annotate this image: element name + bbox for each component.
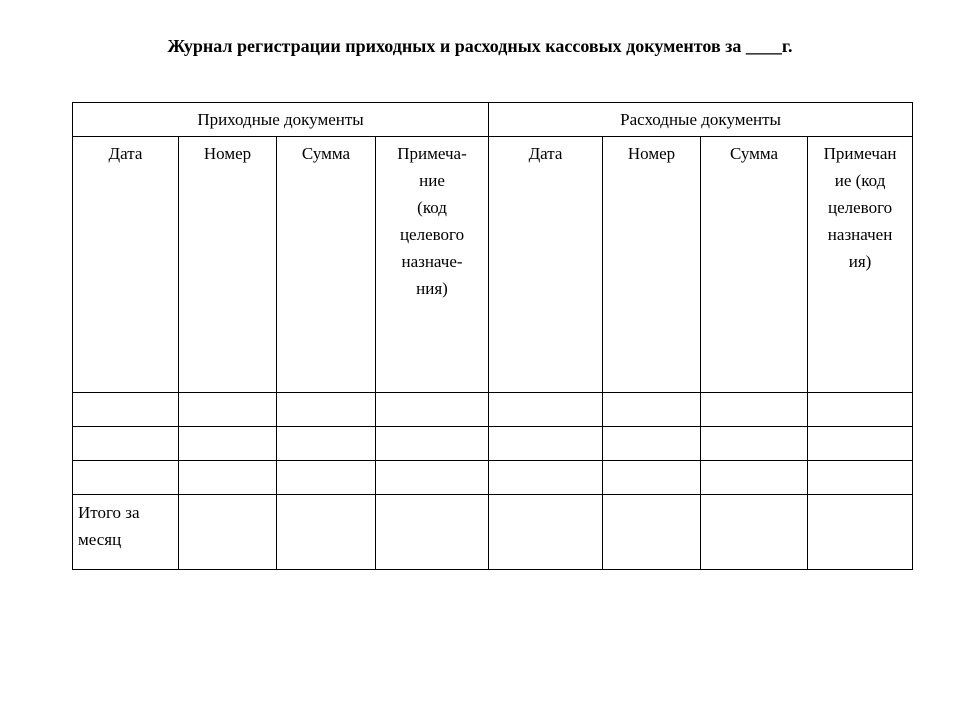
table-cell <box>701 393 808 427</box>
table-cell <box>179 461 277 495</box>
table-cell <box>489 393 603 427</box>
table-cell <box>808 393 913 427</box>
total-row <box>73 495 913 570</box>
document-title: Журнал регистрации приходных и расходных кассовых документов за ____г. <box>167 36 793 56</box>
table-cell <box>489 427 603 461</box>
table-cell <box>277 495 376 570</box>
table-cell <box>808 495 913 570</box>
table-cell <box>808 427 913 461</box>
table-cell <box>179 495 277 570</box>
table-cell <box>376 427 489 461</box>
table-row <box>73 461 913 495</box>
table-cell <box>277 393 376 427</box>
table-cell <box>376 393 489 427</box>
expense-note-header: Примечан ие (код целевого назначен ия) <box>808 137 913 393</box>
table-cell <box>603 495 701 570</box>
group-header-row <box>73 103 913 137</box>
table-cell <box>73 427 179 461</box>
table-cell <box>603 461 701 495</box>
table-cell <box>179 427 277 461</box>
table-row <box>73 393 913 427</box>
table-cell <box>489 495 603 570</box>
table-cell <box>808 461 913 495</box>
journal-table <box>72 102 913 570</box>
table-cell <box>277 427 376 461</box>
expense-date-header: Дата <box>489 137 603 393</box>
total-label: Итого за месяц <box>73 495 179 570</box>
table-cell <box>277 461 376 495</box>
income-documents-header: Приходные документы <box>73 103 489 137</box>
table-cell <box>73 393 179 427</box>
expense-amount-header: Сумма <box>701 137 808 393</box>
table-cell <box>701 495 808 570</box>
table-row <box>73 427 913 461</box>
table-cell <box>376 495 489 570</box>
expense-number-header: Номер <box>603 137 701 393</box>
income-date-header: Дата <box>73 137 179 393</box>
table-cell <box>489 461 603 495</box>
table-cell <box>73 461 179 495</box>
table-cell <box>603 427 701 461</box>
table-cell <box>701 427 808 461</box>
table-cell <box>701 461 808 495</box>
table-cell <box>179 393 277 427</box>
income-amount-header: Сумма <box>277 137 376 393</box>
table-cell <box>376 461 489 495</box>
income-note-header: Примеча- ние (код целевого назначе- ния) <box>376 137 489 393</box>
column-header-row <box>73 137 913 393</box>
table-cell <box>603 393 701 427</box>
income-number-header: Номер <box>179 137 277 393</box>
expense-documents-header: Расходные документы <box>489 103 913 137</box>
